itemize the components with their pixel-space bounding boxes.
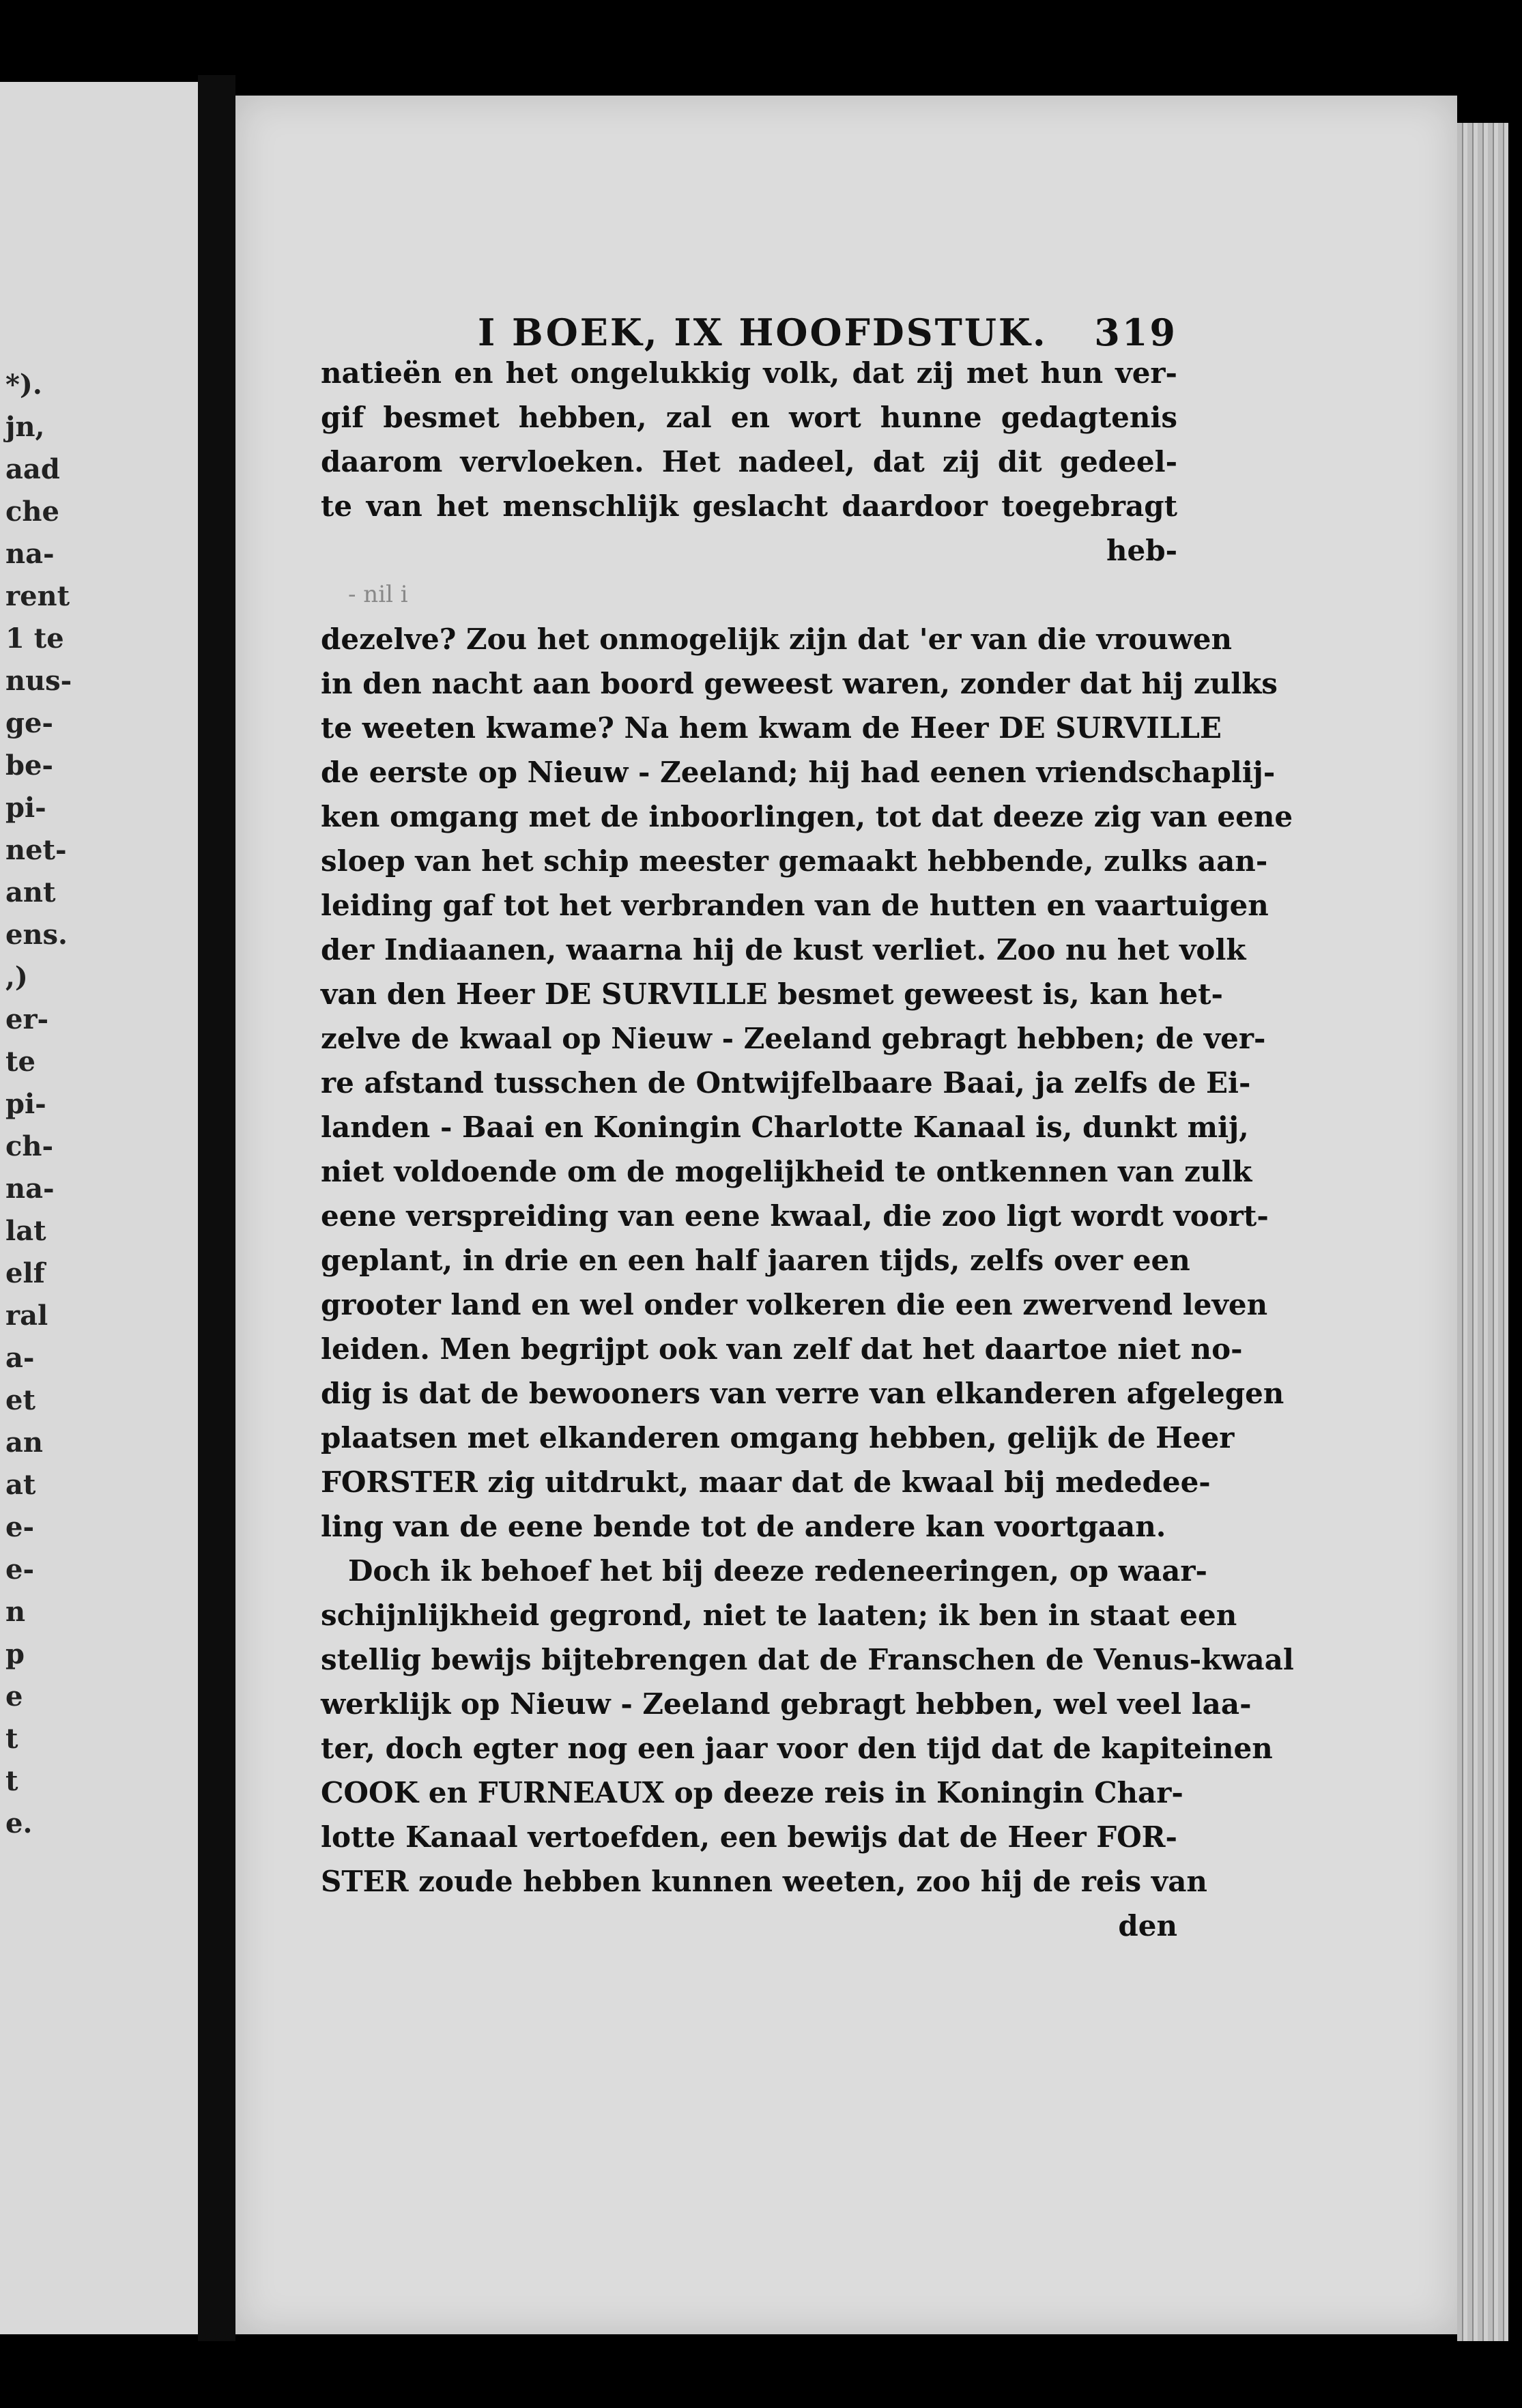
left-page-text-fragment: elf bbox=[5, 1257, 45, 1289]
paragraph-3 bbox=[321, 1549, 1294, 1904]
text-line: de eerste op Nieuw - Zeeland; hij had eenen vriendschaplij- bbox=[321, 756, 1276, 789]
text-line: te weeten kwame? Na hem kwam de Heer DE SURVILLE bbox=[321, 711, 1222, 745]
text-line: der Indiaanen, waarna hij de kust verliet. Zoo nu het volk bbox=[321, 933, 1246, 966]
left-page-text-fragment: a- bbox=[5, 1342, 35, 1374]
text-line: COOK en FURNEAUX op deeze reis in Koningin Char- bbox=[321, 1776, 1183, 1809]
page-number: 319 bbox=[1094, 311, 1177, 354]
text-line: schijnlijkheid gegrond, niet te laaten; ik ben in staat een bbox=[321, 1599, 1237, 1632]
text-line: leiden. Men begrijpt ook van zelf dat het daartoe niet no- bbox=[321, 1332, 1243, 1366]
left-page-text-fragment: et bbox=[5, 1384, 35, 1416]
left-page-text-fragment: e. bbox=[5, 1807, 33, 1839]
text-line: grooter land en wel onder volkeren die een zwervend leven bbox=[321, 1288, 1268, 1321]
left-page-text-fragment: e- bbox=[5, 1553, 35, 1586]
left-page-text-fragment: na- bbox=[5, 1173, 55, 1205]
left-page-text-fragment: e- bbox=[5, 1511, 35, 1543]
left-page-text-fragment: pi- bbox=[5, 1088, 46, 1120]
left-page-text-fragment: an bbox=[5, 1427, 43, 1459]
left-page-text-fragment: n bbox=[5, 1596, 26, 1628]
text-line: gif besmet hebben, zal en wort hunne gedagtenis bbox=[321, 401, 1177, 434]
running-header bbox=[478, 311, 1177, 355]
left-page-text-fragment: nus- bbox=[5, 665, 72, 697]
catchword-1: heb- bbox=[1106, 534, 1177, 567]
left-page-text-fragment: 1 te bbox=[5, 622, 64, 655]
left-page-text-fragment: e bbox=[5, 1680, 23, 1712]
left-page-text-fragment: lat bbox=[5, 1215, 46, 1247]
show-through-text: - nil i bbox=[348, 581, 408, 608]
left-page-text-fragment: che bbox=[5, 496, 59, 528]
text-line: van den Heer DE SURVILLE besmet geweest is, kan het- bbox=[321, 977, 1223, 1011]
text-line: re afstand tusschen de Ontwijfelbaare Baai, ja zelfs de Ei- bbox=[321, 1066, 1251, 1100]
text-line: STER zoude hebben kunnen weeten, zoo hij de reis van bbox=[321, 1865, 1207, 1898]
left-page-text-fragment: jn, bbox=[5, 411, 45, 443]
left-page-text-fragment: ant bbox=[5, 876, 56, 908]
text-line: sloep van het schip meester gemaakt hebbende, zulks aan- bbox=[321, 844, 1268, 878]
left-page-text-fragment: ,) bbox=[5, 961, 28, 993]
text-line: ling van de eene bende tot de andere kan voortgaan. bbox=[321, 1510, 1166, 1543]
left-page-text-fragment: at bbox=[5, 1469, 36, 1501]
text-line: dig is dat de bewooners van verre van elkanderen afgelegen bbox=[321, 1377, 1284, 1410]
left-page-text-fragment: *). bbox=[5, 369, 42, 401]
left-page-text-fragment: be- bbox=[5, 749, 54, 782]
left-page-text-fragment: ch- bbox=[5, 1130, 54, 1162]
left-page-text-fragment: er- bbox=[5, 1003, 49, 1035]
left-page-text-fragment: rent bbox=[5, 580, 70, 612]
text-line: lotte Kanaal vertoefden, een bewijs dat de Heer FOR- bbox=[321, 1820, 1177, 1854]
left-page-text-fragment: net- bbox=[5, 834, 67, 866]
text-line: dezelve? Zou het onmogelijk zijn dat 'er van die vrouwen bbox=[321, 622, 1233, 656]
paragraph-1 bbox=[321, 351, 1177, 528]
text-line: eene verspreiding van eene kwaal, die zoo ligt wordt voort- bbox=[321, 1199, 1269, 1233]
text-line: werklijk op Nieuw - Zeeland gebragt hebben, wel veel laa- bbox=[321, 1687, 1252, 1721]
text-line: ter, doch egter nog een jaar voor den tijd dat de kapiteinen bbox=[321, 1732, 1273, 1765]
text-line: daarom vervloeken. Het nadeel, dat zij dit gedeel- bbox=[321, 445, 1177, 478]
text-line: natieën en het ongelukkig volk, dat zij met hun ver- bbox=[321, 356, 1177, 390]
text-line: plaatsen met elkanderen omgang hebben, gelijk de Heer bbox=[321, 1421, 1235, 1454]
paragraph-2 bbox=[321, 617, 1293, 1549]
page-edges bbox=[1457, 123, 1508, 2341]
catchword-2: den bbox=[1118, 1909, 1177, 1943]
text-line: stellig bewijs bijtebrengen dat de Franschen de Venus-kwaal bbox=[321, 1643, 1294, 1676]
text-line: te van het menschlijk geslacht daardoor toegebragt bbox=[321, 489, 1177, 523]
left-page-text-fragment: p bbox=[5, 1638, 25, 1670]
left-page-text-fragment: te bbox=[5, 1046, 35, 1078]
left-page-text-fragment: ge- bbox=[5, 707, 54, 739]
text-line: geplant, in drie en een half jaaren tijds, zelfs over een bbox=[321, 1244, 1190, 1277]
running-title: I BOEK, IX HOOFDSTUK. bbox=[478, 311, 1048, 354]
left-page-fragment bbox=[0, 82, 198, 2334]
left-page-text-fragment: t bbox=[5, 1765, 18, 1797]
text-line: leiding gaf tot het verbranden van de hutten en vaartuigen bbox=[321, 889, 1269, 922]
left-page-text-fragment: na- bbox=[5, 538, 55, 570]
left-page-text-fragment: aad bbox=[5, 453, 60, 485]
text-line: FORSTER zig uitdrukt, maar dat de kwaal bij mededee- bbox=[321, 1465, 1211, 1499]
left-page-text-fragment: t bbox=[5, 1723, 18, 1755]
text-line: niet voldoende om de mogelijkheid te ontkennen van zulk bbox=[321, 1155, 1252, 1188]
text-line: Doch ik behoef het bij deeze redeneeringen, op waar- bbox=[348, 1554, 1207, 1588]
text-line: ken omgang met de inboorlingen, tot dat deeze zig van eene bbox=[321, 800, 1293, 833]
text-line: landen - Baai en Koningin Charlotte Kanaal is, dunkt mij, bbox=[321, 1110, 1249, 1144]
left-page-text-fragment: ens. bbox=[5, 919, 68, 951]
left-page-text-fragment: pi- bbox=[5, 792, 46, 824]
page-text bbox=[321, 311, 1294, 1948]
text-line: in den nacht aan boord geweest waren, zonder dat hij zulks bbox=[321, 667, 1278, 700]
text-line: zelve de kwaal op Nieuw - Zeeland gebragt hebben; de ver- bbox=[321, 1022, 1266, 1055]
left-page-text-fragment: ral bbox=[5, 1300, 48, 1332]
book-gutter bbox=[198, 75, 235, 2341]
